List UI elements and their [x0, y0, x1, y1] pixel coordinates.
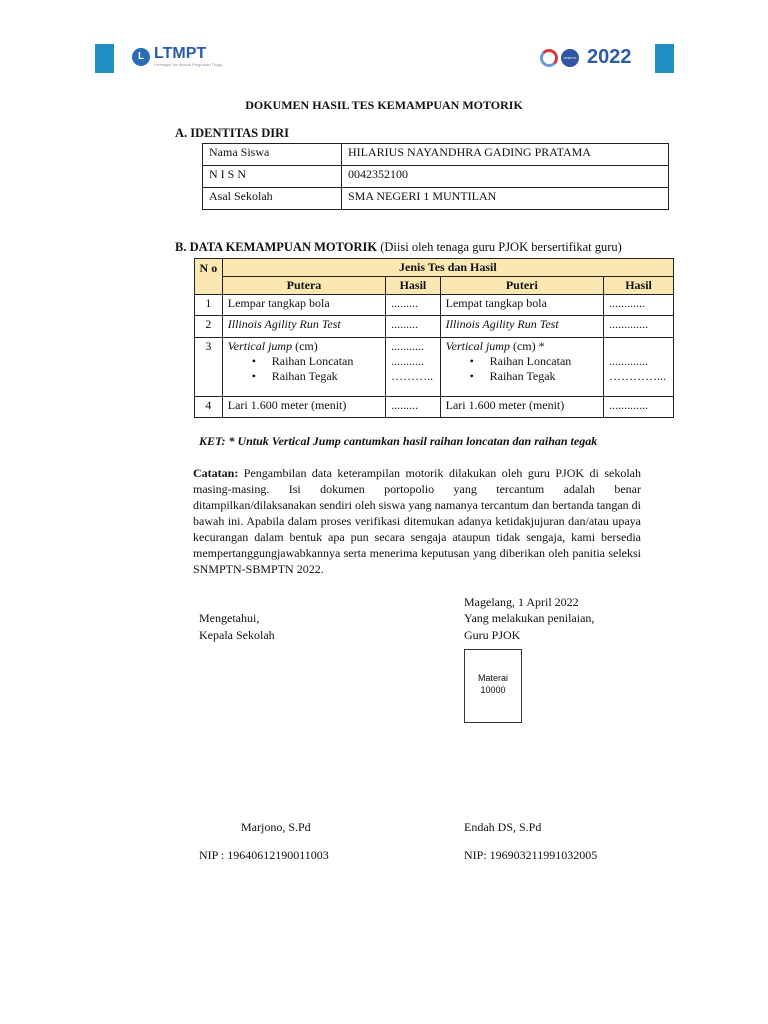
hasil-putera: .........: [386, 397, 440, 418]
table-row: [195, 338, 674, 397]
col-putera-header: Putera: [222, 277, 385, 295]
place-date: Magelang, 1 April 2022: [464, 595, 579, 609]
identity-value: SMA NEGERI 1 MUNTILAN: [342, 188, 669, 210]
right-signer-block: [464, 610, 594, 644]
test-putera: [222, 338, 385, 397]
header-right-bar: [655, 44, 674, 73]
hasil-puteri: ............: [604, 295, 674, 316]
university-seal-icon: SNMPTN: [561, 49, 579, 67]
hasil-puteri-tegak: …………...: [609, 369, 667, 383]
identity-label: N I S N: [203, 166, 342, 188]
vertical-jump-unit: (cm) *: [509, 339, 545, 353]
hasil-putera-tegak: ………..: [391, 369, 434, 383]
section-b-header: [175, 240, 622, 255]
table-row: [203, 166, 669, 188]
col-puteri-header: Puteri: [440, 277, 603, 295]
swirl-emblem-icon: [540, 49, 558, 67]
left-signer-line1: Mengetahui,: [199, 611, 260, 625]
catatan-label: Catatan:: [193, 466, 239, 480]
section-b-heading: B. DATA KEMAMPUAN MOTORIK: [175, 240, 378, 254]
right-signer-line2: Guru PJOK: [464, 628, 521, 642]
row-no: 1: [195, 295, 223, 316]
left-signer-nip: NIP : 19640612190011003: [199, 848, 329, 862]
row-no: 3: [195, 338, 223, 397]
ket-note: KET: * Untuk Vertical Jump cantumkan hasil raihan loncatan dan raihan tegak: [199, 434, 598, 448]
catatan-text: Pengambilan data keterampilan motorik dilakukan oleh guru PJOK di sekolah masing-masing. Isi dokumen portopolio yang tercantum adalah benar ditampilkan/dilaksanakan sendiri oleh siswa yang namanya tercantum dan bertanda tangan di bawah ini. Apabila dalam proses verifikasi ditemukan adanya ketidakjujuran dan/atau upaya kecurangan dalam bentuk apa pun secara sengaja ataupun tidak sengaja, kami bersedia mempertanggungjawabkannya serta menerima keputusan yang diberikan oleh panitia seleksi SNMPTN-SBMPTN 2022.: [193, 466, 641, 576]
hasil-putera: .........: [386, 295, 440, 316]
catatan-paragraph: [193, 465, 641, 577]
test-puteri: Lari 1.600 meter (menit): [440, 397, 603, 418]
table-header-row: [195, 277, 674, 295]
test-putera: Illinois Agility Run Test: [222, 316, 385, 338]
ltmpt-emblem-icon: L: [132, 48, 150, 66]
hasil-puteri: [604, 338, 674, 397]
right-signer-nip: NIP: 196903211991032005: [464, 848, 598, 862]
ltmpt-logo: [132, 46, 222, 67]
hasil-putera: .........: [386, 316, 440, 338]
left-signer-name: Marjono, S.Pd: [241, 820, 311, 834]
ltmpt-logo-name: LTMPT: [154, 45, 207, 62]
row-no: 4: [195, 397, 223, 418]
hasil-puteri-loncatan: .............: [609, 354, 649, 368]
sub-item-raihan-tegak: • Raihan Tegak: [446, 369, 598, 384]
vertical-jump-label: Vertical jump: [227, 339, 293, 353]
sub-item-raihan-loncatan: • Raihan Loncatan: [228, 354, 380, 369]
test-puteri: Illinois Agility Run Test: [440, 316, 603, 338]
col-group-header: Jenis Tes dan Hasil: [222, 259, 673, 277]
section-b-note: (Diisi oleh tenaga guru PJOK bersertifikat guru): [380, 240, 622, 254]
hasil-putera-main: ...........: [391, 339, 425, 353]
test-puteri: [440, 338, 603, 397]
motor-skills-table: [194, 258, 674, 418]
logo-year: 2022: [587, 46, 632, 68]
col-hasil-puteri-header: Hasil: [604, 277, 674, 295]
ltmpt-logo-tagline: Lembaga Tes Masuk Perguruan Tinggi: [154, 62, 223, 67]
test-putera: Lempar tangkap bola: [222, 295, 385, 316]
col-hasil-putera-header: Hasil: [386, 277, 440, 295]
section-a-heading: A. IDENTITAS DIRI: [175, 126, 290, 140]
identity-value: 0042352100: [342, 166, 669, 188]
test-putera: Lari 1.600 meter (menit): [222, 397, 385, 418]
sub-item-raihan-loncatan: • Raihan Loncatan: [446, 354, 598, 369]
materai-value: 10000: [480, 685, 506, 695]
hasil-puteri: .............: [604, 316, 674, 338]
right-signer-name: Endah DS, S.Pd: [464, 820, 542, 834]
table-row: [195, 316, 674, 338]
identity-label: Nama Siswa: [203, 144, 342, 166]
table-row: [203, 144, 669, 166]
left-signer-line2: Kepala Sekolah: [199, 628, 275, 642]
left-signer-block: [199, 610, 275, 644]
identity-table: [202, 143, 669, 210]
vertical-jump-unit: (cm): [292, 339, 318, 353]
table-row: [203, 188, 669, 210]
table-row: [195, 397, 674, 418]
materai-label: Materai: [477, 673, 508, 683]
right-signer-line1: Yang melakukan penilaian,: [464, 611, 595, 625]
header-left-bar: [95, 44, 114, 73]
table-header-row: [195, 259, 674, 277]
sub-item-raihan-tegak: • Raihan Tegak: [228, 369, 380, 384]
snmptn-2022-logo: [540, 46, 632, 69]
test-puteri: Lempat tangkap bola: [440, 295, 603, 316]
table-row: [195, 295, 674, 316]
col-no-header: N o: [195, 259, 223, 295]
hasil-putera: [386, 338, 440, 397]
materai-stamp-box: [464, 649, 522, 723]
hasil-puteri: .............: [604, 397, 674, 418]
document-title: DOKUMEN HASIL TES KEMAMPUAN MOTORIK: [245, 98, 523, 112]
row-no: 2: [195, 316, 223, 338]
hasil-putera-loncatan: ...........: [391, 354, 425, 368]
identity-value: HILARIUS NAYANDHRA GADING PRATAMA: [342, 144, 669, 166]
identity-label: Asal Sekolah: [203, 188, 342, 210]
vertical-jump-label: Vertical jump: [445, 339, 510, 353]
